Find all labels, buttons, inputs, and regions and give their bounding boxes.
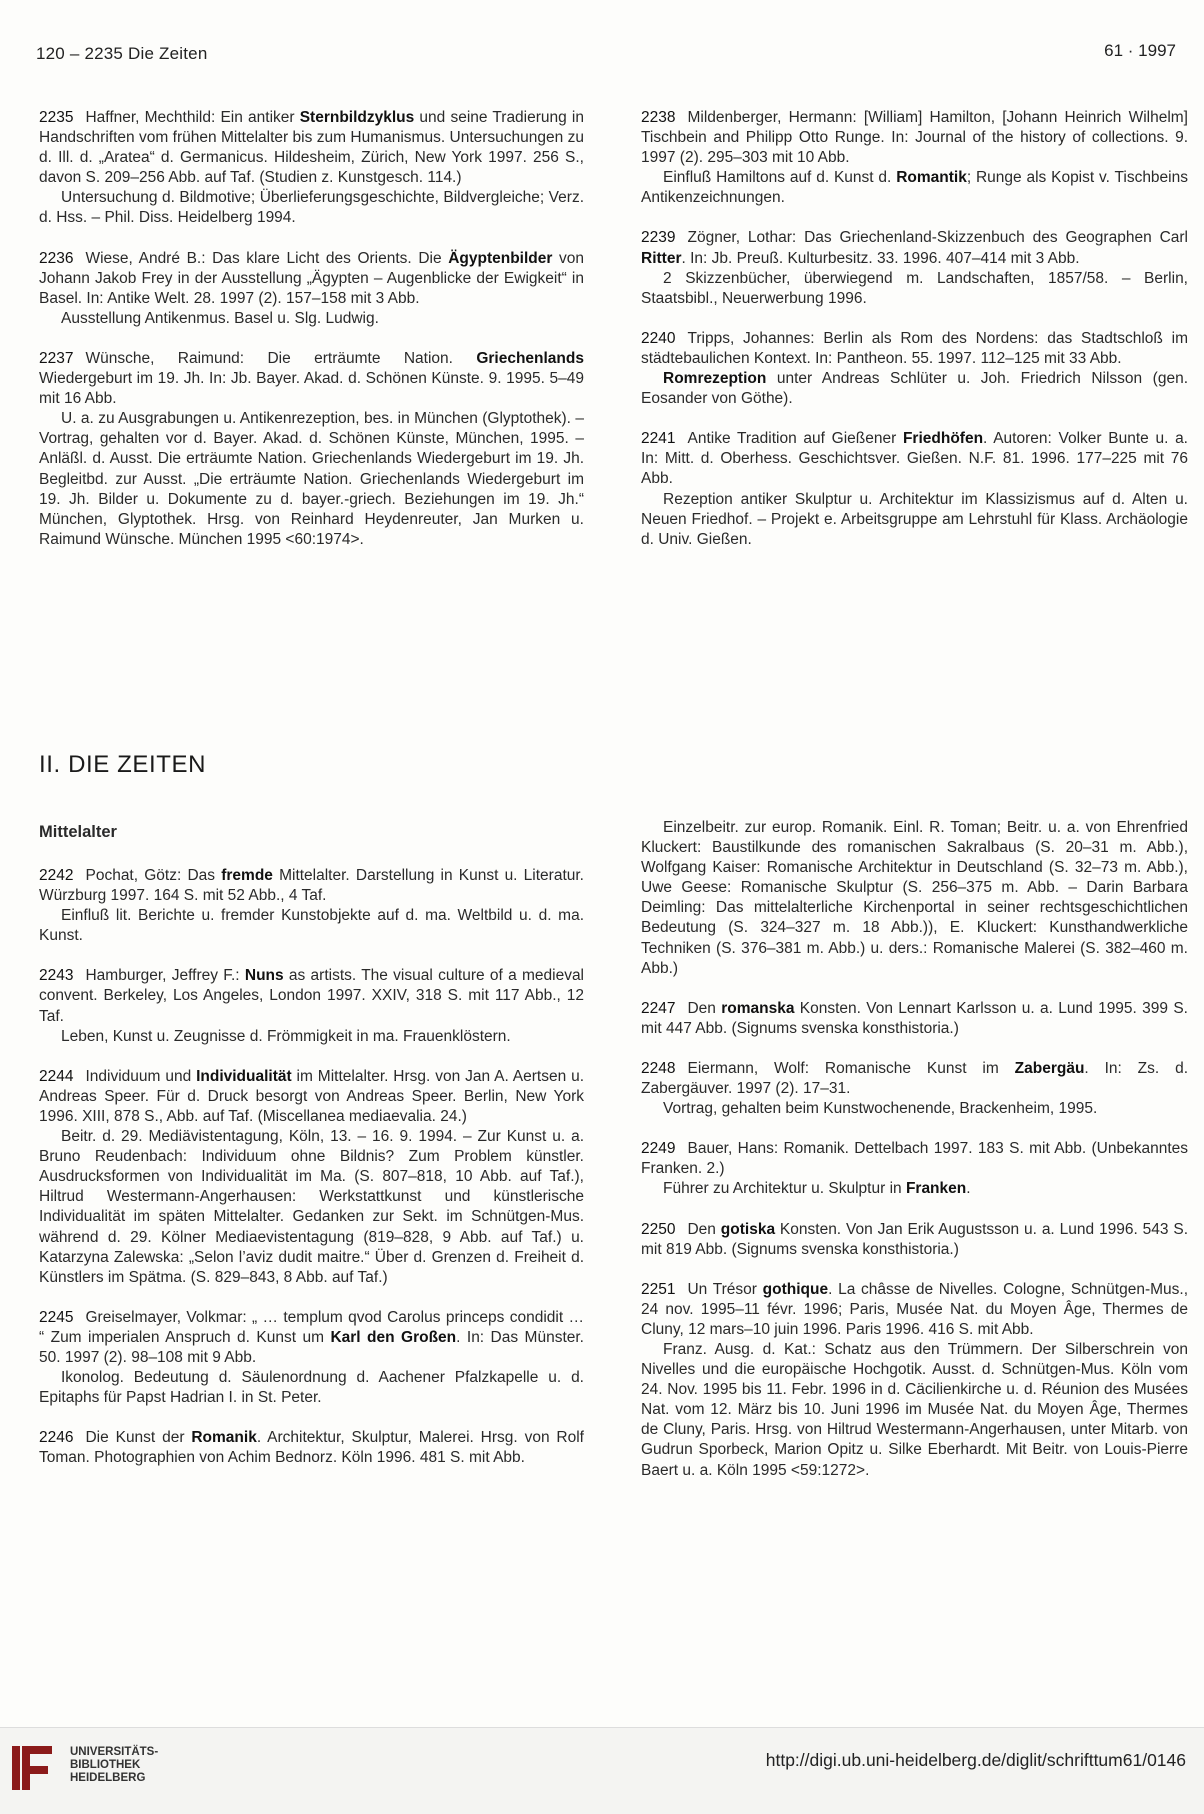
bottom-right-column [641, 818, 1188, 1481]
bibliography-entry [641, 429, 1188, 550]
entry-text: . Architektur, Skulptur, Malerei. Hrsg. von Rolf Toman. Photographien von Achim Bednorz. Köln 1996. 481 S. mit Abb. [39, 1429, 584, 1467]
entry-citation [641, 228, 1188, 268]
entry-number: 2241 [641, 430, 676, 448]
entry-text: Haffner, Mechthild: Ein antiker [85, 109, 300, 126]
entry-text: Hamburger, Jeffrey F.: [85, 967, 245, 985]
entry-annotation [641, 369, 1188, 409]
entry-text: Bauer, Hans: Romanik. Dettelbach 1997. 183 S. mit Abb. (Unbekanntes Franken. 2.) [641, 1140, 1188, 1178]
entry-text: Greiselmayer, Volkmar: „ … templum qvod Carolus princeps condidit … “ Zum imperialen Anspruch d. Kunst um [39, 1308, 584, 1346]
entry-text: . La châsse de Nivelles. Cologne, Schnütgen-Mus., 24 nov. 1995–11 févr. 1996; Paris, Musée Nat. du Moyen Âge, Thermes de Cluny, 12 mars–10 juin 1996. Paris 1996. 416 S. mit Abb. [641, 1280, 1188, 1338]
entry-citation [39, 108, 584, 188]
bibliography-entry [641, 1220, 1188, 1260]
keyword: Karl den Großen [330, 1328, 457, 1346]
entry-text: und seine Tradierung in Handschriften vom frühen Mittelalter bis zum Humanismus. Untersuchungen zu d. Ill. d. „Aratea“ d. Germanicus. Hildesheim, Zürich, New York 1997. 256 S., davon S. 209–256 Abb. auf Taf. (Studien z. Kunstgesch. 114.) [39, 109, 584, 187]
entry-annotation [641, 1340, 1188, 1481]
entry-text: Den [687, 999, 722, 1017]
entry-text: 2 Skizzenbücher, überwiegend m. Landschaften, 1857/58. – Berlin, Staatsbibl., Neuerwerbung 1996. [641, 269, 1188, 307]
library-name [70, 1746, 158, 1785]
bibliography-entry [641, 1059, 1188, 1119]
entry-citation [39, 249, 584, 309]
entry-citation [641, 1059, 1188, 1099]
entry-text: Konsten. Von Lennart Karlsson u. a. Lund 1995. 399 S. mit 447 Abb. (Signums svenska konsthistoria.) [641, 999, 1188, 1037]
logo-bar [12, 1746, 20, 1790]
entry-citation [641, 429, 1188, 489]
entry-annotation [641, 1099, 1188, 1119]
entry-text: Konsten. Von Jan Erik Augustsson u. a. Lund 1996. 543 S. mit 819 Abb. (Signums svenska konsthistoria.) [641, 1220, 1188, 1258]
bibliography-entry [641, 818, 1188, 979]
entry-text: Einzelbeitr. zur europ. Romanik. Einl. R. Toman; Beitr. u. a. von Ehrenfried Kluckert: Baustilkunde des romanischen Sakralbaus (S. 20–31 m. Abb.), Wolfgang Kaiser: Romanische Architektur in Deutschland (S. 32–73 m. Abb.), Uwe Geese: Romanische Skulptur (S. 256–375 m. Abb. – Darin Barbara Deimling: Das mittelalterliche Kirchenportal in seiner rechtsgeschichtlichen Bedeutung (S. 324–327 m. 18 Abb.)), E. Kluckert: Kunsthandwerkliche Techniken (S. 376–381 m. Abb.) u. ders.: Romanische Malerei (S. 382–460 m. Abb.) [641, 819, 1188, 977]
keyword: romanska [721, 999, 795, 1017]
bibliography-entry [39, 1428, 584, 1468]
entry-text: Eiermann, Wolf: Romanische Kunst im [687, 1059, 1015, 1077]
bibliography-entry [39, 966, 584, 1046]
entry-number: 2238 [641, 109, 676, 126]
section-title: II. DIE ZEITEN [39, 751, 207, 778]
top-left-column [39, 108, 584, 550]
entry-text: Tripps, Johannes: Berlin als Rom des Nordens: das Stadtschloß im städtebaulichen Kontext. In: Pantheon. 55. 1997. 112–125 mit 33 Abb. [641, 329, 1188, 367]
keyword: Romantik [896, 169, 967, 187]
keyword: fremde [221, 867, 273, 884]
entry-citation [39, 866, 584, 906]
subheading: Mittelalter [39, 823, 117, 841]
library-name-line: BIBLIOTHEK [70, 1759, 141, 1771]
entry-annotation [39, 309, 584, 329]
entry-text: . [966, 1180, 971, 1198]
entry-text: Franz. Ausg. d. Kat.: Schatz aus den Trümmern. Der Silberschrein von Nivelles und die europäische Hochgotik. Ausst. d. Schnütgen-Mus. Köln vom 24. Nov. 1995 bis 11. Febr. 1996 in d. Cäcilienkirche u. d. Réunion des Musées Nat. vom 12. März bis 10. Juni 1996 im Musée Nat. du Moyen Âge, Thermes de Cluny, Paris. Hrsg. von Hiltrud Westermann-Angerhausen, unter Mitarb. von Gudrun Sporbeck, Marion Opitz u. Silke Eberhardt. Mit Beitr. von Louis-Pierre Baert u. a. Köln 1995 <59:1272>. [641, 1340, 1188, 1479]
entry-text: . In: Zs. d. Zabergäuver. 1997 (2). 17–31. [641, 1059, 1188, 1098]
bibliography-entry [39, 249, 584, 329]
entry-text: . Autoren: Volker Bunte u. a. In: Mitt. d. Oberhess. Geschichtsver. Gießen. N.F. 81. 1996. 177–225 mit 76 Abb. [641, 430, 1188, 488]
entry-text: Ikonolog. Bedeutung d. Säulenordnung d. Aachener Pfalzkapelle u. d. Epitaphs für Papst Hadrian I. in St. Peter. [39, 1369, 584, 1407]
entry-text: Beitr. d. 29. Mediävistentagung, Köln, 13. – 16. 9. 1994. – Zur Kunst u. a. Bruno Reudenbach: Individuum ohne Bildnis? Zum Problem künstler. Ausdrucksformen von Individualität im Ma. (S. 807–818, 10 Abb. auf Taf.), Hiltrud Westermann-Angerhausen: Werkstattkunst und künstlerische Individualität im späten Mittelalter. Gedanken zur Sekt. im Schnütgen-Mus. während d. 29. Kölner Mediaevistentagung (819–828, 9 Abb. auf Taf.) u. Katarzyna Zalewska: „Selon l’aviz dudit maitre.“ Über d. Grenzen d. Freiheit d. Künstlers im Spätma. (S. 829–843, 8 Abb. auf Taf.) [39, 1128, 584, 1286]
keyword: gothique [762, 1280, 829, 1298]
entry-annotation [39, 1027, 584, 1047]
entry-number: 2251 [641, 1280, 676, 1298]
entry-annotation [39, 1368, 584, 1408]
entry-text: Ausstellung Antikenmus. Basel u. Slg. Ludwig. [61, 309, 379, 327]
entry-number: 2243 [39, 967, 74, 985]
keyword: Ägyptenbilder [448, 249, 553, 267]
entry-text: Einfluß lit. Berichte u. fremder Kunstobjekte auf d. ma. Weltbild u. d. ma. Kunst. [39, 907, 584, 945]
entry-citation [641, 1280, 1188, 1340]
entry-text: Rezeption antiker Skulptur u. Architektur im Klassizismus auf d. Alten u. Neuen Friedhof. – Projekt e. Arbeitsgruppe am Lehrstuhl für Klass. Archäologie d. Univ. Gießen. [641, 490, 1188, 548]
bibliography-entry [39, 866, 584, 946]
entry-citation [641, 1139, 1188, 1179]
keyword: Romrezeption [663, 370, 767, 388]
entry-annotation [39, 409, 584, 550]
entry-citation [641, 999, 1188, 1039]
bibliography-entry [641, 108, 1188, 208]
entry-text: as artists. The visual culture of a medieval convent. Berkeley, Los Angeles, London 1997. XXIV, 318 S. mit 117 Abb., 12 Taf. [39, 967, 585, 1025]
entry-citation [641, 818, 1188, 979]
entry-number: 2242 [39, 867, 74, 884]
entry-citation [39, 966, 584, 1026]
entry-number: 2239 [641, 229, 676, 247]
entry-text: im Mittelalter. Hrsg. von Jan A. Aertsen u. Andreas Speer. Für d. Druck besorgt von Andreas Speer. Berlin, New York 1996. XIII, 878 S., Abb. auf Taf. (Miscellanea mediaevalia. 24.) [39, 1067, 585, 1125]
entry-annotation [39, 1127, 584, 1288]
entry-text: Antike Tradition auf Gießener [687, 430, 903, 448]
entry-text: Leben, Kunst u. Zeugnisse d. Frömmigkeit in ma. Frauenklöstern. [61, 1027, 511, 1045]
entry-number: 2240 [641, 329, 676, 347]
entry-number: 2250 [641, 1220, 676, 1238]
library-name-line: HEIDELBERG [70, 1772, 146, 1784]
bottom-left-column [39, 866, 584, 1468]
entry-citation [641, 329, 1188, 369]
entry-text: Den [687, 1220, 721, 1238]
entry-text: Individuum und [85, 1067, 197, 1085]
keyword: Zabergäu [1014, 1059, 1085, 1077]
keyword: Romanik [191, 1429, 257, 1447]
entry-number: 2236 [39, 249, 74, 267]
entry-number: 2244 [39, 1067, 74, 1085]
entry-text: Mittelalter. Darstellung in Kunst u. Literatur. Würzburg 1997. 164 S. mit 52 Abb., 4 Taf. [39, 867, 584, 905]
entry-number: 2235 [39, 109, 74, 126]
entry-text: Zögner, Lothar: Das Griechenland-Skizzenbuch des Geographen Carl [687, 229, 1188, 247]
entry-text: . In: Jb. Preuß. Kulturbesitz. 33. 1996. 407–414 mit 3 Abb. [681, 249, 1080, 267]
entry-number: 2246 [39, 1429, 74, 1447]
entry-text: Wiese, André B.: Das klare Licht des Orients. Die [85, 249, 449, 267]
entry-text: von Johann Jakob Frey in der Ausstellung „Ägypten – Augenblicke der Ewigkeit“ in Basel. In: Antike Welt. 28. 1997 (2). 157–158 mit 3 Abb. [39, 249, 584, 307]
bibliography-entry [641, 1139, 1188, 1199]
keyword: Sternbildzyklus [299, 109, 415, 126]
entry-number: 2249 [641, 1140, 676, 1158]
entry-text: Die Kunst der [85, 1429, 192, 1447]
entry-text: unter Andreas Schlüter u. Joh. Friedrich Nilsson (gen. Eosander von Göthe). [641, 370, 1188, 408]
entry-text: Mildenberger, Hermann: [William] Hamilton, [Johann Heinrich Wilhelm] Tischbein and Philipp Otto Runge. In: Journal of the history of collections. 9. 1997 (2). 295–303 mit 10 Abb. [641, 109, 1188, 167]
entry-annotation [39, 906, 584, 946]
entry-annotation [39, 188, 584, 228]
bibliography-entry [641, 1280, 1188, 1481]
source-url-link[interactable]: http://digi.ub.uni-heidelberg.de/diglit/schrifttum61/0146 [765, 1750, 1186, 1770]
bibliography-entry [641, 329, 1188, 409]
keyword: Friedhöfen [902, 430, 984, 448]
entry-citation [39, 1308, 584, 1368]
entry-text: Pochat, Götz: Das [85, 867, 222, 884]
library-logo-icon [8, 1740, 58, 1798]
entry-number: 2237 [39, 349, 74, 367]
entry-number: 2248 [641, 1059, 676, 1077]
entry-annotation [641, 269, 1188, 309]
entry-citation [39, 1428, 584, 1468]
bibliography-entry [39, 349, 584, 550]
entry-citation [39, 349, 584, 409]
entry-text: Untersuchung d. Bildmotive; Überlieferungsgeschichte, Bildvergleiche; Verz. d. Hss. – Phil. Diss. Heidelberg 1994. [39, 189, 584, 227]
entry-text: . In: Das Münster. 50. 1997 (2). 98–108 mit 9 Abb. [39, 1328, 584, 1366]
entry-annotation [641, 168, 1188, 208]
keyword: Ritter [641, 249, 682, 267]
bibliography-entry [641, 228, 1188, 308]
bibliography-entry [39, 1308, 584, 1408]
library-name-line: UNIVERSITÄTS- [70, 1746, 159, 1758]
entry-text: Un Trésor [687, 1280, 763, 1298]
entry-citation [641, 1220, 1188, 1260]
bibliography-entry [39, 108, 584, 229]
entry-citation [39, 1067, 584, 1127]
entry-citation [641, 108, 1188, 168]
keyword: Individualität [196, 1067, 292, 1085]
bibliography-entry [641, 999, 1188, 1039]
bibliography-entry [39, 1067, 584, 1288]
entry-text: Einfluß Hamiltons auf d. Kunst d. [663, 169, 897, 187]
keyword: Franken [905, 1180, 967, 1198]
entry-number: 2245 [39, 1308, 74, 1326]
entry-text: ; Runge als Kopist v. Tischbeins Antikenzeichnungen. [641, 169, 1188, 207]
entry-annotation [641, 490, 1188, 550]
running-head-right: 61 · 1997 [1104, 41, 1176, 60]
entry-text: Führer zu Architektur u. Skulptur in [663, 1180, 906, 1198]
keyword: Griechenlands [476, 349, 584, 367]
entry-number: 2247 [641, 999, 676, 1017]
top-right-column [641, 108, 1188, 550]
footer-bar [0, 1727, 1204, 1814]
keyword: gotiska [720, 1220, 776, 1238]
running-head-left: 120 – 2235 Die Zeiten [36, 44, 208, 63]
keyword: Nuns [244, 967, 284, 985]
entry-text: Wiedergeburt im 19. Jh. In: Jb. Bayer. Akad. d. Schönen Künste. 9. 1995. 5–49 mit 16 Abb. [39, 370, 584, 408]
entry-text: Vortrag, gehalten beim Kunstwochenende, Brackenheim, 1995. [663, 1100, 1098, 1118]
entry-annotation [641, 1179, 1188, 1199]
entry-text: Wünsche, Raimund: Die erträumte Nation. [85, 349, 477, 367]
entry-text: U. a. zu Ausgrabungen u. Antikenrezeption, bes. in München (Glyptothek). – Vortrag, gehalten vor d. Bayer. Akad. d. Schönen Künste, München, 1995. – Anläßl. d. Ausst. Die erträumte Nation. Griechenlands Wiedergeburt im 19. Jh. Begleitbd. zur Ausst. „Die erträumte Nation. Griechenlands Wiedergeburt im 19. Jh. Bilder u. Dokumente zu d. bayer.-griech. Beziehungen im 19. Jh.“ München, Glyptothek. Hrsg. von Reinhard Heydenreuter, Jan Murken u. Raimund Wünsche. München 1995 <60:1974>. [39, 410, 584, 548]
logo-shape [22, 1746, 52, 1790]
